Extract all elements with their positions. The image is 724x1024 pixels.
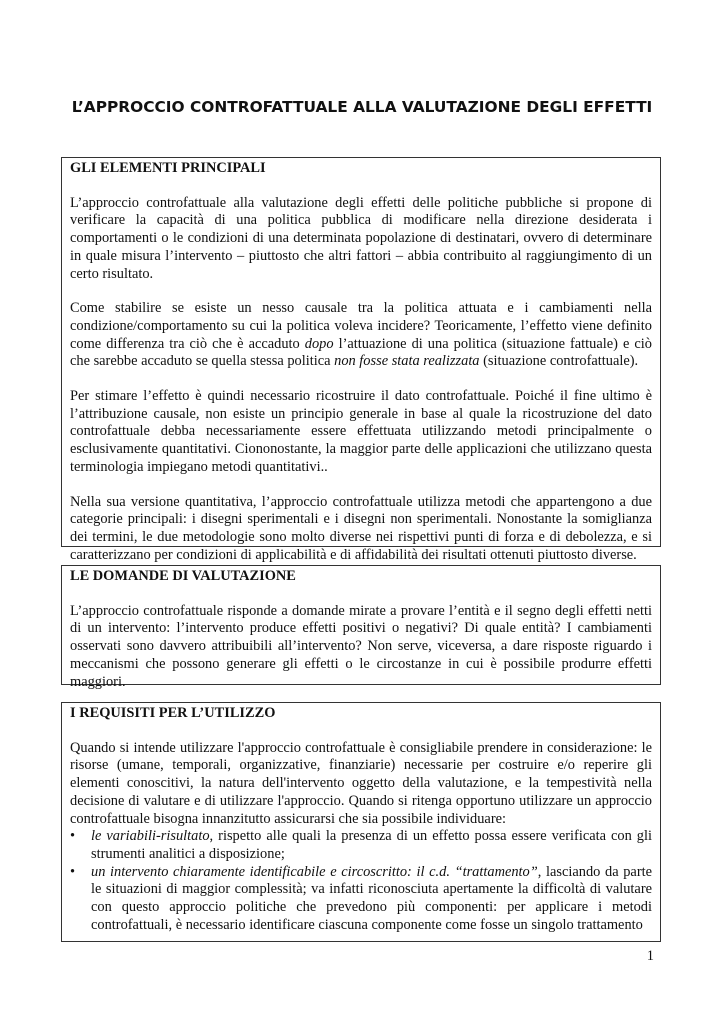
section-domande-valutazione: [61, 565, 661, 690]
paragraph: Quando si intende utilizzare l'approccio controfattuale è consigliabile prendere in considerazione: le risorse (umane, temporali, organizzative, finanziarie) necessarie per costruire e/o reperire gli elementi conoscitivi, la natura dell'intervento oggetto della valutazione, e la tempestività nella decisione di valutare e di utilizzare l'approccio. Quando si ritenga opportuno utilizzare un approccio controfattuale bisogna innanzitutto assicurarsi che sia possibile individuare:: [70, 739, 652, 827]
document-title: L’APPROCCIO CONTROFATTUALE ALLA VALUTAZIONE DEGLI EFFETTI: [71, 98, 653, 116]
emphasis: un intervento chiaramente identificabile e circoscritto: il c.d. “trattamento”: [91, 863, 538, 880]
emphasis: dopo: [304, 335, 334, 352]
section-heading: LE DOMANDE DI VALUTAZIONE: [70, 568, 296, 584]
requirements-list: [70, 828, 652, 934]
paragraph: Come stabilire se esiste un nesso causale tra la politica attuata e i cambiamenti nella condizione/comportamento su cui la politica voleva incidere? Teoricamente, l’effetto viene definito come differenza tra ciò che è accaduto dopo l’attuazione di una politica (situazione fattuale) e ciò che sarebbe accaduto se quella stessa politica non fosse stata realizzata (situazione controfattuale).: [70, 300, 652, 370]
list-item: • le variabili-risultato, rispetto alle quali la presenza di un effetto possa essere verificata con gli strumenti analitici a disposizione;: [70, 828, 652, 862]
list-item: • un intervento chiaramente identificabile e circoscritto: il c.d. “trattamento”, lasciando da parte le situazioni di maggior complessità; va infatti riconosciuta apertamente la difficoltà di valutare con questo approccio politiche che prevedono più componenti: per applicare i metodi controfattuali, è necessario identificare ciascuna componente come fosse un singolo trattamento: [70, 863, 652, 933]
paragraph: Nella sua versione quantitativa, l’approccio controfattuale utilizza metodi che appartengono a due categorie principali: i disegni sperimentali e i disegni non sperimentali. Nonostante la somiglianza dei termini, le due metodologie sono molto diverse nei rispettivi punti di forza e di debolezza, e si caratterizzano per condizioni di applicabilità e di affidabilità dei risultati ottenuti piuttosto diverse.: [70, 493, 652, 563]
emphasis: le variabili-risultato: [91, 828, 210, 845]
section-elementi-principali: [61, 157, 661, 563]
paragraph: L’approccio controfattuale risponde a domande mirate a provare l’entità e il segno degli effetti netti di un intervento: l’intervento produce effetti positivi o negativi? Di quale entità? I cambiamenti osservati sono davvero attribuibili all’intervento? Non serve, viceversa, a dare risposte riguardo i meccanismi che possono generare gli effetti o le circostanze in cui è possibile produrre effetti maggiori.: [70, 602, 652, 690]
emphasis: non fosse stata realizzata: [334, 353, 480, 370]
bullet-icon: •: [70, 863, 76, 880]
section-heading: GLI ELEMENTI PRINCIPALI: [70, 160, 266, 176]
section-requisiti-utilizzo: [61, 702, 661, 942]
section-heading: I REQUISITI PER L’UTILIZZO: [70, 705, 276, 721]
bullet-icon: •: [70, 828, 76, 845]
page-number: 1: [646, 948, 654, 964]
paragraph: Per stimare l’effetto è quindi necessario ricostruire il dato controfattuale. Poiché il fine ultimo è l’attribuzione causale, non esiste un principio generale in base al quale la ricostruzione del dato controfattuale debba necessariamente essere effettuata utilizzando metodi principalmente o esclusivamente quantitativi. Ciononostante, la maggior parte delle applicazioni che utilizzano questa terminologia impiegano metodi quantitativi..: [70, 388, 652, 475]
paragraph: L’approccio controfattuale alla valutazione degli effetti delle politiche pubbliche si propone di verificare la capacità di una politica pubblica di modificare nella direzione desiderata i comportamenti o le condizioni di una determinata popolazione di destinatari, ovvero di determinare in quale misura l’intervento – piuttosto che altri fattori – abbia contribuito al raggiungimento di un certo risultato.: [70, 194, 652, 282]
